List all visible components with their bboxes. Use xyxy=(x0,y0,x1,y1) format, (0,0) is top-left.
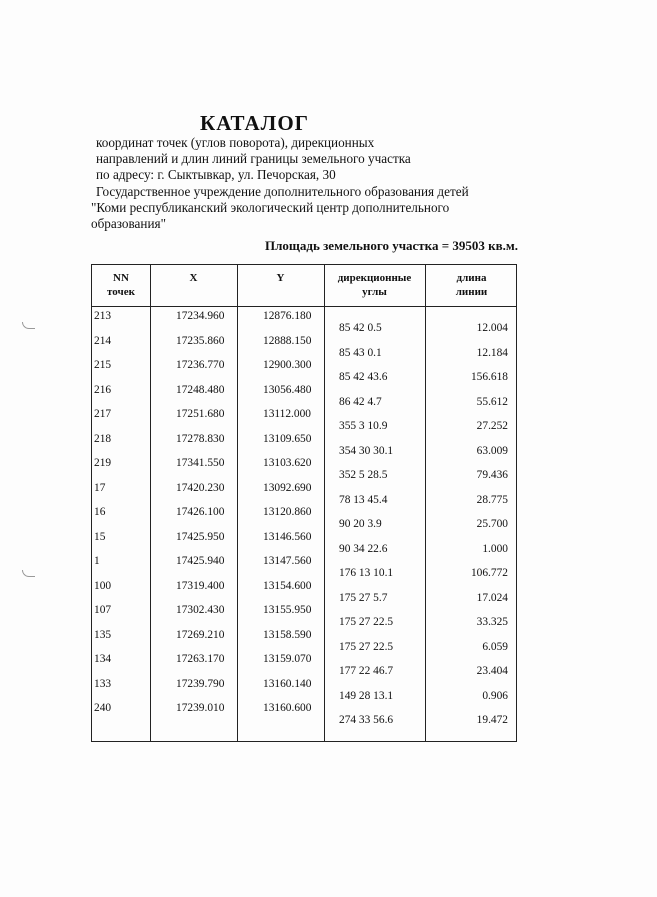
header-length xyxy=(425,271,518,299)
point-y: 12876.180 xyxy=(263,310,312,322)
line-angle: 175 27 22.5 xyxy=(339,616,394,628)
scan-mark-top xyxy=(22,322,35,329)
point-y: 13120.860 xyxy=(263,506,312,518)
line-length: 12.004 xyxy=(476,322,508,334)
point-x: 17235.860 xyxy=(176,334,225,347)
header-num-line2: точек xyxy=(107,286,135,298)
line-angle: 175 27 22.5 xyxy=(339,640,394,653)
point-y: 13103.620 xyxy=(263,457,312,469)
point-number: 240 xyxy=(94,702,112,714)
line-length: 27.252 xyxy=(476,420,508,432)
point-y: 13155.950 xyxy=(263,604,312,616)
point-number: 107 xyxy=(94,604,112,616)
point-number: 135 xyxy=(94,628,112,641)
column-divider xyxy=(425,265,426,741)
point-number: 17 xyxy=(94,481,106,494)
line-angle: 85 42 0.5 xyxy=(339,322,382,334)
header-length-line1: длина xyxy=(456,272,487,284)
point-x: 17425.940 xyxy=(176,555,225,567)
point-y: 13092.690 xyxy=(263,481,312,494)
header-y xyxy=(237,271,324,285)
line-length: 33.325 xyxy=(476,616,508,628)
line-angle: 78 13 45.4 xyxy=(339,493,388,506)
point-y: 13154.600 xyxy=(263,579,312,592)
line-angle: 352 5 28.5 xyxy=(339,469,388,481)
point-x: 17239.010 xyxy=(176,702,225,714)
point-x: 17426.100 xyxy=(176,506,225,518)
point-y: 12888.150 xyxy=(263,334,312,347)
point-number: 16 xyxy=(94,506,106,518)
point-number: 213 xyxy=(94,310,112,322)
header-x xyxy=(150,271,237,285)
point-number: 214 xyxy=(94,334,112,347)
intro-line: по адресу: г. Сыктывкар, ул. Печорская, 30 xyxy=(96,167,336,183)
line-angle: 177 22 46.7 xyxy=(339,665,394,677)
line-length: 106.772 xyxy=(470,567,508,579)
point-x: 17234.960 xyxy=(176,310,225,322)
point-x: 17239.790 xyxy=(176,677,225,690)
point-number: 100 xyxy=(94,579,112,592)
column-divider xyxy=(324,265,325,741)
point-number: 1 xyxy=(94,555,100,567)
point-x: 17319.400 xyxy=(176,579,225,592)
intro-line: "Коми республиканский экологический центр дополнительного xyxy=(91,199,450,215)
line-length: 28.775 xyxy=(476,493,508,506)
point-x: 17341.550 xyxy=(176,457,225,469)
line-angle: 90 20 3.9 xyxy=(339,518,382,530)
line-angle: 274 33 56.6 xyxy=(339,714,394,726)
line-angle: 90 34 22.6 xyxy=(339,542,388,555)
line-length: 156.618 xyxy=(470,371,508,383)
line-length: 19.472 xyxy=(476,714,508,726)
header-length-line2: линии xyxy=(455,286,488,298)
point-x: 17302.430 xyxy=(176,604,225,616)
document-title: КАТАЛОГ xyxy=(200,111,310,135)
header-num-line1: NN xyxy=(113,272,129,284)
line-length: 79.436 xyxy=(476,469,508,481)
point-number: 218 xyxy=(94,432,112,445)
line-length: 12.184 xyxy=(476,346,508,359)
line-angle: 354 30 30.1 xyxy=(339,444,394,457)
header-angle-line1: дирекционные xyxy=(337,272,412,284)
line-angle: 355 3 10.9 xyxy=(339,420,388,432)
point-y: 13160.600 xyxy=(263,702,312,714)
point-y: 13056.480 xyxy=(263,383,312,396)
intro-line: образования" xyxy=(91,216,166,232)
point-number: 133 xyxy=(94,677,112,690)
intro-line: Государственное учреждение дополнительного образования детей xyxy=(96,183,469,199)
column-divider xyxy=(237,265,238,741)
point-y: 13147.560 xyxy=(263,555,312,567)
line-angle: 85 43 0.1 xyxy=(339,346,382,359)
line-angle: 175 27 5.7 xyxy=(339,591,388,604)
scan-mark-bottom xyxy=(22,570,35,577)
header-x-label: X xyxy=(189,272,198,284)
line-length: 6.059 xyxy=(482,640,508,653)
point-number: 15 xyxy=(94,530,106,543)
point-y: 13146.560 xyxy=(263,530,312,543)
line-length: 55.612 xyxy=(476,395,508,408)
point-x: 17425.950 xyxy=(176,530,225,543)
line-length: 0.906 xyxy=(482,689,508,702)
point-number: 216 xyxy=(94,383,112,396)
line-angle: 149 28 13.1 xyxy=(339,689,394,702)
document-intro xyxy=(88,135,469,232)
line-length: 17.024 xyxy=(476,591,508,604)
point-x: 17248.480 xyxy=(176,383,225,396)
point-x: 17269.210 xyxy=(176,628,225,641)
header-divider xyxy=(92,306,516,307)
point-x: 17236.770 xyxy=(176,359,225,371)
point-x: 17420.230 xyxy=(176,481,225,494)
point-x: 17263.170 xyxy=(176,653,225,665)
point-number: 219 xyxy=(94,457,112,469)
point-number: 134 xyxy=(94,653,112,665)
line-length: 25.700 xyxy=(476,518,508,530)
point-y: 13158.590 xyxy=(263,628,312,641)
point-y: 13112.000 xyxy=(263,408,311,420)
intro-line: направлений и длин линий границы земельного участка xyxy=(96,151,411,167)
point-number: 217 xyxy=(94,408,112,420)
point-x: 17278.830 xyxy=(176,432,225,445)
line-angle: 85 42 43.6 xyxy=(339,371,388,383)
line-angle: 86 42 4.7 xyxy=(339,395,382,408)
coordinates-table xyxy=(91,264,517,742)
line-length: 63.009 xyxy=(476,444,508,457)
header-y-label: Y xyxy=(276,272,285,284)
line-length: 1.000 xyxy=(482,542,508,555)
point-y: 13109.650 xyxy=(263,432,312,445)
point-y: 12900.300 xyxy=(263,359,312,371)
header-num xyxy=(92,271,150,299)
header-angle-line2: углы xyxy=(362,286,387,298)
line-angle: 176 13 10.1 xyxy=(339,567,394,579)
point-y: 13159.070 xyxy=(263,653,312,665)
point-number: 215 xyxy=(94,359,112,371)
area-statement: Площадь земельного участка = 39503 кв.м. xyxy=(265,238,518,253)
header-angle xyxy=(324,271,425,299)
line-length: 23.404 xyxy=(476,665,508,677)
point-x: 17251.680 xyxy=(176,408,225,420)
point-y: 13160.140 xyxy=(263,677,312,690)
intro-line: координат точек (углов поворота), дирекционных xyxy=(96,135,375,150)
column-divider xyxy=(150,265,151,741)
